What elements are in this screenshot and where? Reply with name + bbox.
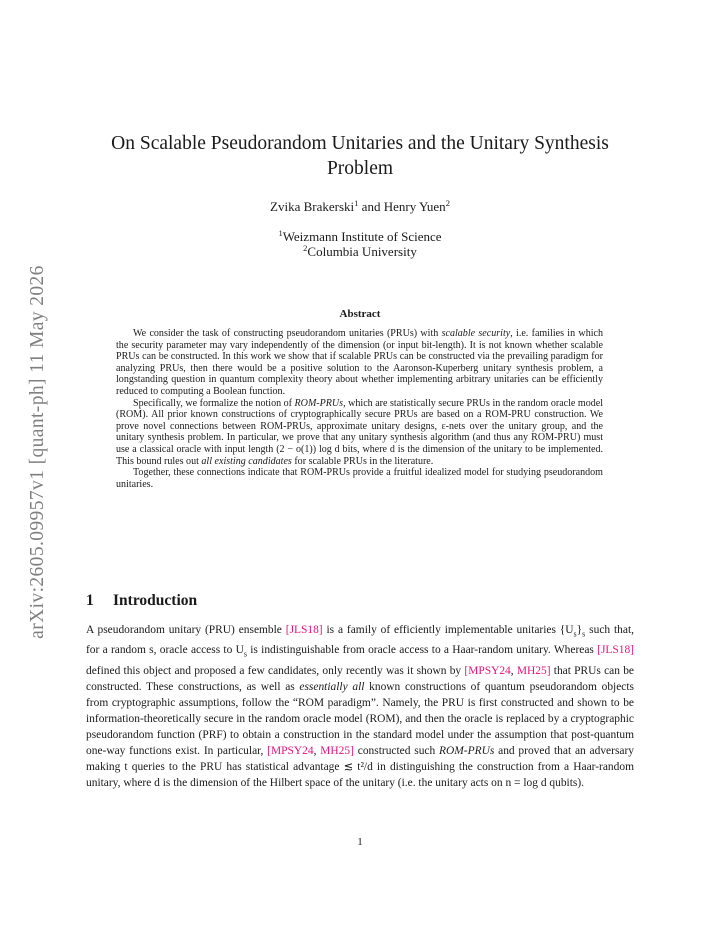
abstract-heading: Abstract — [339, 308, 381, 320]
author-yuen: Henry Yuen — [383, 199, 446, 214]
author-list — [90, 199, 630, 215]
emphasis-essentially-all: essentially all — [299, 680, 365, 693]
citation-link-jls18[interactable]: [JLS18] — [285, 624, 323, 636]
emphasis-all-existing-candidates: all existing candidates — [201, 455, 292, 467]
emphasis-rom-prus: ROM-PRUs — [294, 397, 344, 409]
affiliation-2: $^2$Columbia University — [303, 243, 417, 259]
author-2-affiliation-mark: 2 — [445, 198, 450, 208]
paper-title — [90, 131, 630, 181]
abstract-body — [116, 328, 603, 490]
introduction-paragraph-1: A pseudorandom unitary (PRU) ensemble [JLS18] is a family of efficiently implementable unitaries $\{U_s\}_s$ such that, for a random s, oracle access to $U_s$ is indistinguishable from oracle access to a Haar-random unitary. Whereas [JLS18] defined this object and proposed a few candidates, only recently was it shown by [MPSY24, MH25] that PRUs can be constructed. These constructions, as well as essentially all known constructions of quantum pseudorandom objects from cryptographic assumptions, follow the “ROM paradigm”. Namely, the PRU is first constructed and shown to be information-theoretically secure in the random oracle model (ROM), and then the oracle is replaced by a cryptographic pseudorandom function (PRF) to obtain a construction in the standard model under the assumption that post-quantum one-way functions exist. In particular, [MPSY24, MH25] constructed such ROM-PRUs and proved that an adversary making t queries to the PRU has statistical advantage ≲ t²/d in distinguishing the construction from a Haar-random unitary, where d is the dimension of the Hilbert space of the unitary (i.e. the unitary acts on n = log d qubits). — [86, 624, 634, 790]
abstract-paragraph-1: We consider the task of constructing pseudorandom unitaries (PRUs) with scalable security, i.e. families in which the security parameter may vary independently of the dimension (or input bit-length). It is not known whether scalable PRUs can be constructed. In this work we show that if scalable PRUs can be constructed via the prevailing paradigm for analyzing PRUs, then there would be a positive solution to the Aaronson-Kuperberg unitary synthesis problem, a longstanding question in quantum complexity theory about whether implementing arbitrary unitaries can be efficiently reduced to computing a Boolean function. — [116, 328, 603, 397]
affiliations — [90, 229, 630, 259]
citation-link-mpsy24[interactable]: MPSY24 — [468, 664, 511, 677]
citation-link-jls18[interactable]: [JLS18] — [597, 644, 634, 657]
section-number: 1 — [86, 592, 94, 609]
section-heading-introduction — [86, 592, 197, 610]
citation-link-mpsy24[interactable]: MPSY24 — [270, 745, 314, 758]
abstract-paragraph-2: Specifically, we formalize the notion of ROM-PRUs, which are statistically secure PRUs in the random oracle model (ROM). All prior known constructions of cryptographically secure PRUs are based on a ROM-PRU construction. We prove novel connections between ROM-PRUs, approximate unitary designs, ε-nets over the unitary group, and the unitary synthesis problem. In particular, we prove that any unitary synthesis algorithm (and thus any ROM-PRU) must use a classical oracle with input length (2 − o(1)) log d bits, where d is the dimension of the unitary to be implemented. This bound rules out all existing candidates for scalable PRUs in the literature. — [116, 397, 604, 467]
author-brakerski: Zvika Brakerski — [270, 199, 355, 214]
title-line-1: On Scalable Pseudorandom Unitaries and the Unitary Synthesis — [111, 133, 609, 154]
abstract-paragraph-3: Together, these connections indicate that ROM-PRUs provide a fruitful idealized model for studying pseudorandom unitaries. — [116, 467, 603, 490]
emphasis-rom-prus-intro: ROM-PRUs — [439, 745, 495, 758]
author-conjunction: and — [358, 199, 384, 214]
affiliation-1: $^1$Weizmann Institute of Science — [278, 228, 442, 244]
title-line-2: Problem — [326, 158, 394, 179]
citation-link-mh25[interactable]: MH25 — [516, 664, 547, 677]
emphasis-scalable-security: scalable security — [441, 328, 511, 339]
arxiv-identifier-stamp: arXiv:2605.09957v1 [quant-ph] 11 May 2026 — [27, 265, 48, 639]
page-number: 1 — [357, 836, 363, 848]
citation-link-mh25[interactable]: MH25 — [320, 745, 351, 758]
author-1-affiliation-mark: 1 — [354, 198, 359, 208]
section-title: Introduction — [113, 592, 198, 609]
introduction-body — [86, 622, 634, 792]
